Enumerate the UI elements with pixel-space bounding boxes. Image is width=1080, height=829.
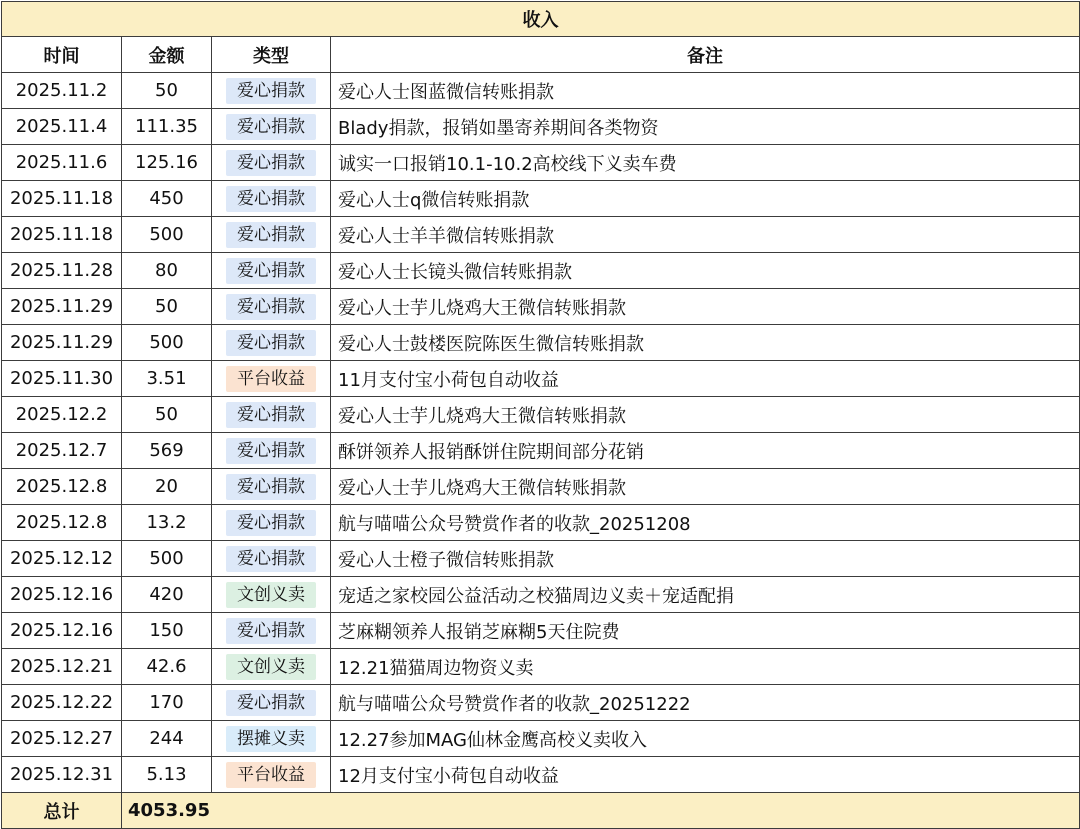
cell-amount: 50 (122, 289, 212, 325)
cell-date: 2025.12.21 (2, 649, 122, 685)
table-row (2, 325, 1080, 361)
total-label: 总计 (2, 793, 122, 829)
cell-note: Blady捐款，报销如墨寄养期间各类物资 (331, 109, 1080, 145)
cell-amount: 170 (122, 685, 212, 721)
cell-amount: 5.13 (122, 757, 212, 793)
cell-note: 爱心人士q微信转账捐款 (331, 181, 1080, 217)
cell-date: 2025.12.8 (2, 505, 122, 541)
type-tag: 爱心捐款 (226, 294, 316, 320)
cell-amount: 569 (122, 433, 212, 469)
cell-note: 芝麻糊领养人报销芝麻糊5天住院费 (331, 613, 1080, 649)
table-row (2, 397, 1080, 433)
table-row (2, 469, 1080, 505)
cell-amount: 500 (122, 325, 212, 361)
cell-date: 2025.11.29 (2, 289, 122, 325)
cell-type (212, 181, 331, 217)
cell-date: 2025.11.4 (2, 109, 122, 145)
type-tag: 爱心捐款 (226, 546, 316, 572)
cell-amount: 420 (122, 577, 212, 613)
cell-amount: 500 (122, 217, 212, 253)
cell-amount: 50 (122, 397, 212, 433)
cell-date: 2025.11.18 (2, 217, 122, 253)
table-row (2, 253, 1080, 289)
type-tag: 爱心捐款 (226, 510, 316, 536)
cell-note: 酥饼领养人报销酥饼住院期间部分花销 (331, 433, 1080, 469)
header-amount: 金额 (122, 37, 212, 73)
cell-date: 2025.12.16 (2, 613, 122, 649)
cell-note: 11月支付宝小荷包自动收益 (331, 361, 1080, 397)
table-row (2, 433, 1080, 469)
cell-type (212, 397, 331, 433)
cell-amount: 111.35 (122, 109, 212, 145)
type-tag: 爱心捐款 (226, 114, 316, 140)
cell-note: 航与喵喵公众号赞赏作者的收款_20251208 (331, 505, 1080, 541)
table-row (2, 145, 1080, 181)
cell-type (212, 109, 331, 145)
table-row (2, 577, 1080, 613)
cell-date: 2025.12.7 (2, 433, 122, 469)
type-tag: 爱心捐款 (226, 186, 316, 212)
header-date: 时间 (2, 37, 122, 73)
cell-date: 2025.11.30 (2, 361, 122, 397)
cell-amount: 20 (122, 469, 212, 505)
cell-amount: 50 (122, 73, 212, 109)
cell-note: 12.27参加MAG仙林金鹰高校义卖收入 (331, 721, 1080, 757)
cell-amount: 13.2 (122, 505, 212, 541)
cell-type (212, 217, 331, 253)
header-note: 备注 (331, 37, 1080, 73)
header-type: 类型 (212, 37, 331, 73)
cell-date: 2025.12.31 (2, 757, 122, 793)
type-tag: 爱心捐款 (226, 258, 316, 284)
cell-date: 2025.12.16 (2, 577, 122, 613)
cell-date: 2025.12.12 (2, 541, 122, 577)
cell-note: 爱心人士图蓝微信转账捐款 (331, 73, 1080, 109)
table-row (2, 289, 1080, 325)
cell-type (212, 361, 331, 397)
type-tag: 平台收益 (226, 366, 316, 392)
cell-type (212, 757, 331, 793)
cell-note: 爱心人士橙子微信转账捐款 (331, 541, 1080, 577)
type-tag: 爱心捐款 (226, 222, 316, 248)
table-row (2, 757, 1080, 793)
table-row (2, 685, 1080, 721)
total-row (2, 793, 1080, 829)
type-tag: 文创义卖 (226, 654, 316, 680)
cell-date: 2025.11.29 (2, 325, 122, 361)
table-row (2, 505, 1080, 541)
cell-type (212, 685, 331, 721)
cell-amount: 450 (122, 181, 212, 217)
type-tag: 爱心捐款 (226, 690, 316, 716)
cell-note: 宠适之家校园公益活动之校猫周边义卖＋宠适配捐 (331, 577, 1080, 613)
table-row (2, 649, 1080, 685)
table-row (2, 721, 1080, 757)
cell-note: 爱心人士鼓楼医院陈医生微信转账捐款 (331, 325, 1080, 361)
cell-amount: 500 (122, 541, 212, 577)
type-tag: 爱心捐款 (226, 78, 316, 104)
cell-date: 2025.12.8 (2, 469, 122, 505)
type-tag: 爱心捐款 (226, 618, 316, 644)
type-tag: 文创义卖 (226, 582, 316, 608)
table-row (2, 73, 1080, 109)
title-row (2, 2, 1080, 37)
cell-amount: 80 (122, 253, 212, 289)
cell-amount: 125.16 (122, 145, 212, 181)
income-table (1, 1, 1080, 829)
cell-note: 12月支付宝小荷包自动收益 (331, 757, 1080, 793)
cell-type (212, 541, 331, 577)
cell-date: 2025.12.22 (2, 685, 122, 721)
cell-date: 2025.11.6 (2, 145, 122, 181)
table-title: 收入 (2, 2, 1080, 37)
cell-date: 2025.11.18 (2, 181, 122, 217)
cell-amount: 3.51 (122, 361, 212, 397)
cell-type (212, 289, 331, 325)
cell-type (212, 505, 331, 541)
header-row (2, 37, 1080, 73)
cell-note: 诚实一口报销10.1-10.2高校线下义卖车费 (331, 145, 1080, 181)
table-row (2, 181, 1080, 217)
cell-amount: 244 (122, 721, 212, 757)
table-row (2, 541, 1080, 577)
type-tag: 爱心捐款 (226, 150, 316, 176)
cell-note: 爱心人士长镜头微信转账捐款 (331, 253, 1080, 289)
total-value: 4053.95 (122, 793, 1080, 829)
cell-note: 爱心人士羊羊微信转账捐款 (331, 217, 1080, 253)
cell-type (212, 145, 331, 181)
cell-type (212, 73, 331, 109)
type-tag: 平台收益 (226, 762, 316, 788)
cell-note: 12.21猫猫周边物资义卖 (331, 649, 1080, 685)
cell-date: 2025.12.27 (2, 721, 122, 757)
type-tag: 爱心捐款 (226, 474, 316, 500)
table-row (2, 361, 1080, 397)
type-tag: 爱心捐款 (226, 438, 316, 464)
table-row (2, 613, 1080, 649)
cell-note: 爱心人士芋儿烧鸡大王微信转账捐款 (331, 469, 1080, 505)
cell-type (212, 613, 331, 649)
table-row (2, 217, 1080, 253)
type-tag: 摆摊义卖 (226, 726, 316, 752)
cell-date: 2025.12.2 (2, 397, 122, 433)
cell-amount: 42.6 (122, 649, 212, 685)
cell-date: 2025.11.2 (2, 73, 122, 109)
cell-type (212, 469, 331, 505)
type-tag: 爱心捐款 (226, 402, 316, 428)
table-row (2, 109, 1080, 145)
cell-date: 2025.11.28 (2, 253, 122, 289)
cell-note: 爱心人士芋儿烧鸡大王微信转账捐款 (331, 397, 1080, 433)
cell-type (212, 649, 331, 685)
cell-type (212, 253, 331, 289)
cell-amount: 150 (122, 613, 212, 649)
cell-type (212, 577, 331, 613)
cell-note: 航与喵喵公众号赞赏作者的收款_20251222 (331, 685, 1080, 721)
cell-type (212, 433, 331, 469)
cell-type (212, 721, 331, 757)
cell-note: 爱心人士芋儿烧鸡大王微信转账捐款 (331, 289, 1080, 325)
type-tag: 爱心捐款 (226, 330, 316, 356)
cell-type (212, 325, 331, 361)
